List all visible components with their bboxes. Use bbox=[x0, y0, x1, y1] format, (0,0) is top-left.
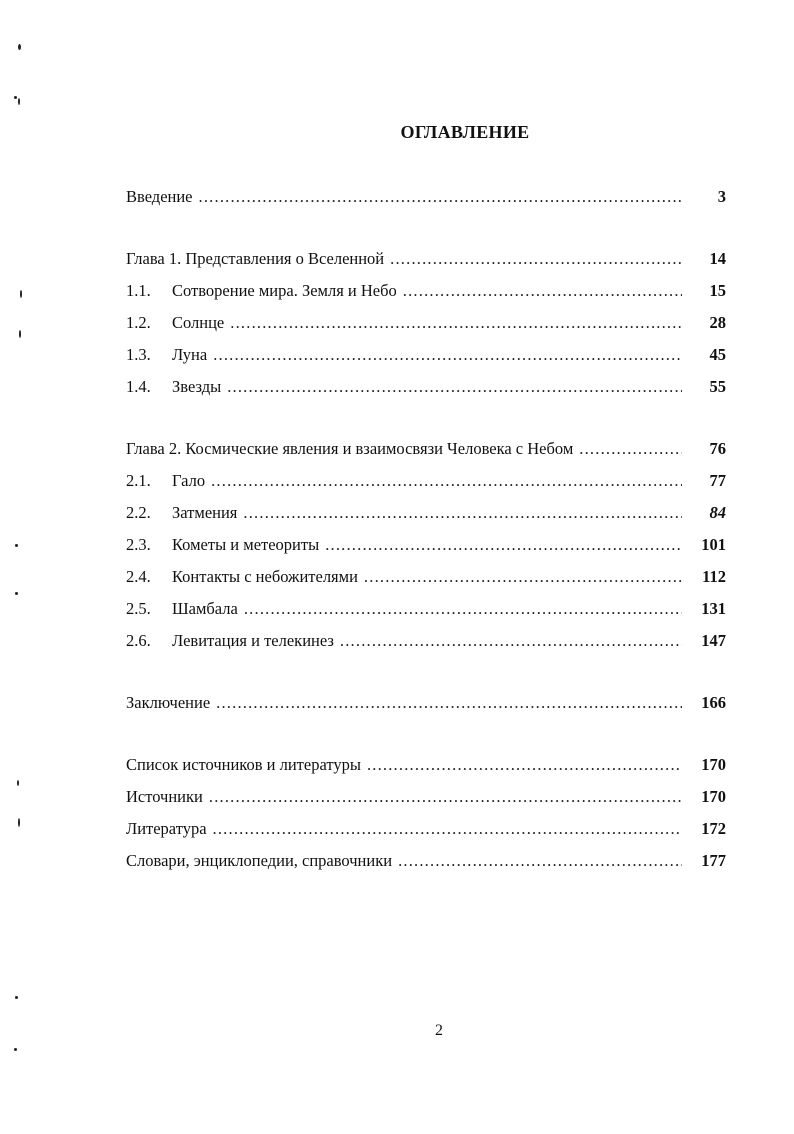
toc-entry-title: Контакты с небожителями bbox=[172, 567, 358, 586]
dot-leader bbox=[243, 501, 682, 525]
toc-entry-page: 170 bbox=[701, 755, 726, 774]
toc-entry-number: 2.6. bbox=[126, 631, 151, 650]
toc-entry[interactable] bbox=[126, 565, 726, 597]
section-gap bbox=[126, 723, 726, 753]
toc-entry-page: 15 bbox=[709, 281, 726, 300]
toc-entry-title: Кометы и метеориты bbox=[172, 535, 320, 554]
toc-entry-title: Глава 1. Представления о Вселенной bbox=[126, 249, 385, 268]
toc-entry-page: 28 bbox=[709, 313, 726, 332]
toc-entry-title: Шамбала bbox=[172, 599, 238, 618]
page-number: 2 bbox=[435, 1022, 443, 1039]
toc-entry-page: 3 bbox=[717, 187, 726, 206]
toc-entry-title: Введение bbox=[126, 187, 193, 206]
toc-entry[interactable] bbox=[126, 247, 726, 279]
dot-leader bbox=[213, 343, 682, 367]
toc-entry[interactable] bbox=[126, 279, 726, 311]
toc-entry-title: Словари, энциклопедии, справочники bbox=[126, 851, 393, 870]
scan-speck bbox=[15, 592, 18, 595]
toc-entry-number: 1.1. bbox=[126, 281, 151, 300]
toc-entry-number: 2.5. bbox=[126, 599, 151, 618]
scan-speck bbox=[17, 780, 19, 786]
toc-entry[interactable] bbox=[126, 533, 726, 565]
toc-entry[interactable] bbox=[126, 849, 726, 881]
toc-entry[interactable] bbox=[126, 311, 726, 343]
section-gap bbox=[126, 661, 726, 691]
dot-leader bbox=[325, 533, 682, 557]
dot-leader bbox=[367, 753, 682, 777]
toc-entry[interactable] bbox=[126, 597, 726, 629]
toc-entry-title: Сотворение мира. Земля и Небо bbox=[172, 281, 397, 300]
toc-entry-number: 1.2. bbox=[126, 313, 151, 332]
toc-entry[interactable] bbox=[126, 785, 726, 817]
toc-entry-title: Глава 2. Космические явления и взаимосвязи Человека с Небом bbox=[126, 439, 574, 458]
scan-speck bbox=[15, 996, 18, 999]
toc-entry[interactable] bbox=[126, 343, 726, 375]
dot-leader bbox=[230, 311, 682, 335]
toc-entry-page: 14 bbox=[709, 249, 726, 268]
dot-leader bbox=[227, 375, 682, 399]
toc-entry-page: 77 bbox=[709, 471, 726, 490]
dot-leader bbox=[244, 597, 682, 621]
toc-entry-title: Левитация и телекинез bbox=[172, 631, 334, 650]
toc-entry[interactable] bbox=[126, 375, 726, 407]
toc-entry[interactable] bbox=[126, 437, 726, 469]
dot-leader bbox=[340, 629, 682, 653]
dot-leader bbox=[403, 279, 682, 303]
toc-entry[interactable] bbox=[126, 817, 726, 849]
scan-speck bbox=[19, 330, 21, 338]
dot-leader bbox=[390, 247, 682, 271]
dot-leader bbox=[364, 565, 682, 589]
toc-entry-number: 1.3. bbox=[126, 345, 151, 364]
toc-entry-number: 2.1. bbox=[126, 471, 151, 490]
toc-entry-number: 2.2. bbox=[126, 503, 151, 522]
toc-entry[interactable] bbox=[126, 185, 726, 217]
dot-leader bbox=[216, 691, 682, 715]
scan-speck bbox=[18, 98, 20, 105]
toc-entry-title: Затмения bbox=[172, 503, 238, 522]
dot-leader bbox=[211, 469, 682, 493]
scan-speck bbox=[18, 44, 21, 50]
toc-entry-page: 76 bbox=[709, 439, 726, 458]
toc-entry-page: 172 bbox=[701, 819, 726, 838]
toc-entry-page: 131 bbox=[701, 599, 726, 618]
toc-entry-title: Звезды bbox=[172, 377, 222, 396]
toc-entry-page: 84 bbox=[709, 503, 726, 522]
toc-entry[interactable] bbox=[126, 753, 726, 785]
table-of-contents bbox=[126, 185, 726, 881]
toc-entry[interactable] bbox=[126, 501, 726, 533]
toc-entry-number: 2.4. bbox=[126, 567, 151, 586]
toc-entry-page: 166 bbox=[701, 693, 726, 712]
scan-speck bbox=[14, 1048, 17, 1051]
dot-leader bbox=[209, 785, 682, 809]
toc-title: ОГЛАВЛЕНИЕ bbox=[400, 122, 530, 142]
toc-entry-page: 101 bbox=[701, 535, 726, 554]
toc-entry-title: Источники bbox=[126, 787, 203, 806]
toc-entry-title: Гало bbox=[172, 471, 206, 490]
toc-entry-title: Литература bbox=[126, 819, 207, 838]
scan-speck bbox=[15, 544, 18, 547]
toc-entry-title: Список источников и литературы bbox=[126, 755, 361, 774]
toc-entry-page: 170 bbox=[701, 787, 726, 806]
toc-entry-number: 2.3. bbox=[126, 535, 151, 554]
toc-entry-number: 1.4. bbox=[126, 377, 151, 396]
scan-artifacts bbox=[0, 0, 40, 1134]
toc-entry-title: Луна bbox=[172, 345, 208, 364]
scan-speck bbox=[18, 818, 20, 827]
scan-speck bbox=[14, 96, 17, 99]
toc-entry-page: 177 bbox=[701, 851, 726, 870]
toc-entry-title: Солнце bbox=[172, 313, 225, 332]
dot-leader bbox=[213, 817, 682, 841]
toc-entry[interactable] bbox=[126, 691, 726, 723]
toc-entry-page: 45 bbox=[709, 345, 726, 364]
toc-entry-page: 112 bbox=[702, 567, 726, 586]
toc-entry-page: 147 bbox=[701, 631, 726, 650]
dot-leader bbox=[579, 437, 682, 461]
scan-speck bbox=[20, 290, 22, 298]
toc-entry[interactable] bbox=[126, 469, 726, 501]
toc-entry[interactable] bbox=[126, 629, 726, 661]
section-gap bbox=[126, 217, 726, 247]
section-gap bbox=[126, 407, 726, 437]
dot-leader bbox=[398, 849, 682, 873]
toc-entry-title: Заключение bbox=[126, 693, 211, 712]
dot-leader bbox=[199, 185, 682, 209]
toc-entry-page: 55 bbox=[709, 377, 726, 396]
